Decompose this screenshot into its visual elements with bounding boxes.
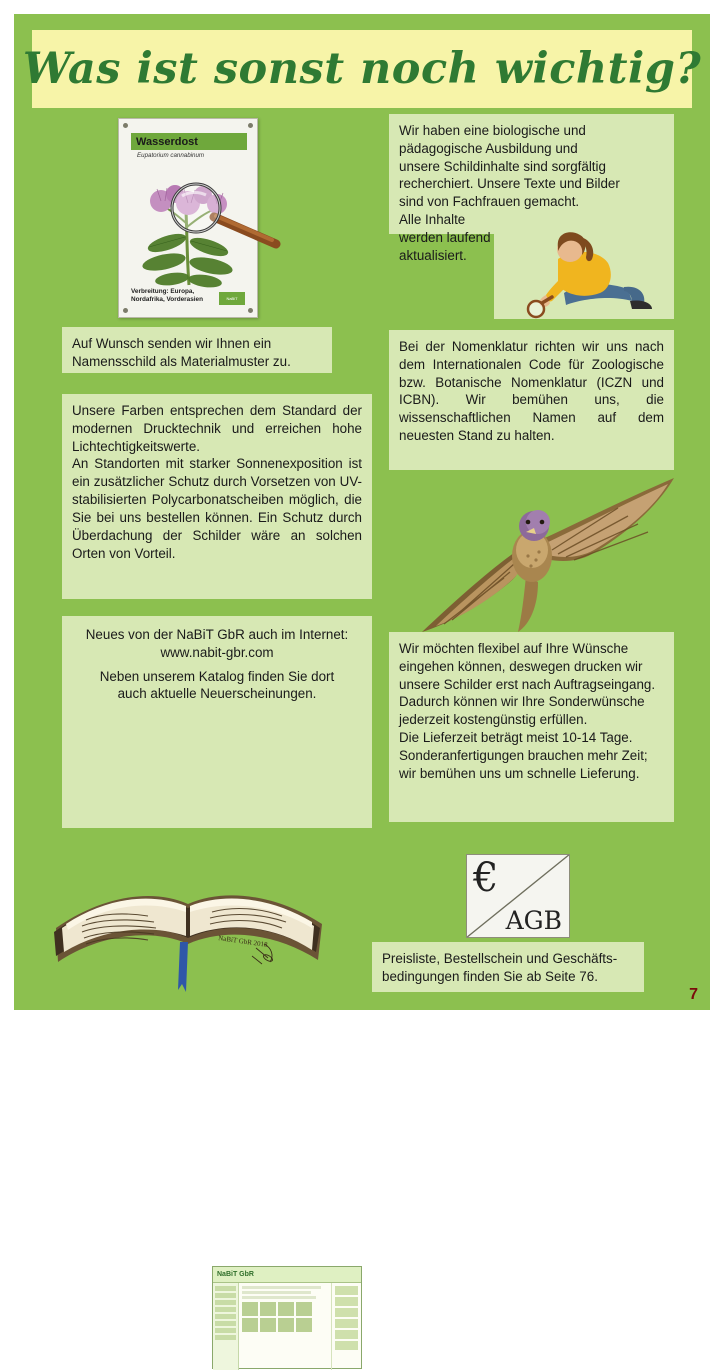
internet-footer-line1: Neben unserem Katalog finden Sie dort — [99, 668, 335, 684]
page-title-banner — [22, 30, 702, 108]
sample-sign-poster — [118, 118, 258, 318]
website-body — [213, 1283, 361, 1370]
website-logo: NaBiT GbR — [217, 1270, 254, 1278]
website-header — [213, 1267, 361, 1283]
bird-illustration — [386, 472, 686, 647]
plant-illustration — [131, 163, 247, 285]
poster-corner-screw-icon — [248, 123, 253, 128]
website-screenshot-thumbnail[interactable] — [212, 1266, 362, 1369]
open-book-illustration — [42, 832, 332, 1007]
kneeling-woman-illustration — [506, 219, 656, 319]
poster-plant-name: Wasserdost — [131, 133, 247, 150]
flexibility-and-delivery-box: Wir möchten flexibel auf Ihre Wünsche eingehen können, deswegen drucken wir unsere Schilder erst nach Auftragseingang. Dadurch können wir Ihre Sonderwünsche jederzeit kostengünstig erfüllen. Die Lieferzeit beträgt meist 10-14 Tage. Sonderanfertigungen brauchen mehr Zeit; wir bemühen uns um schnelle Lieferung. — [389, 632, 674, 822]
svg-text:NaBiT GbR 2018: NaBiT GbR 2018 — [217, 934, 269, 949]
poster-latin-name: Eupatorium cannabinum — [137, 152, 205, 159]
page-title: Was ist sonst noch wichtig? — [22, 44, 702, 94]
website-thumbnail-grid — [242, 1302, 328, 1332]
material-sample-box: Auf Wunsch senden wir Ihnen ein Namensschild als Materialmuster zu. — [62, 327, 332, 373]
website-sidebar — [331, 1283, 361, 1370]
colors-and-uv-box: Unsere Farben entsprechen dem Standard der modernen Drucktechnik und erreichen hohe Lichtechtigkeitswerte. An Standorten mit starker Sonnenexposition ist ein zusätzlicher Schutz durch Vorsetzen von UV-stabilisierten Polycarbonatscheiben möglich, die Sie bei uns bestellen können. Ein Schutz durch Überdachung der Schilder wäre an solchen Orten von Vorteil. — [62, 394, 372, 599]
pricelist-reference-box: Preisliste, Bestellschein und Geschäfts- bedingungen finden Sie ab Seite 76. — [372, 942, 644, 992]
website-url[interactable]: www.nabit-gbr.com — [160, 644, 274, 660]
website-nav — [213, 1283, 239, 1370]
poster-corner-screw-icon — [123, 123, 128, 128]
internet-footer-line2: auch aktuelle Neuerscheinungen. — [117, 686, 317, 702]
euro-symbol-icon: € — [473, 855, 499, 901]
website-main — [239, 1283, 331, 1370]
poster-corner-screw-icon — [123, 308, 128, 313]
page-number: 7 — [689, 986, 698, 1003]
page-inner — [14, 14, 710, 1278]
qualification-box: Wir haben eine biologische und pädagogische Ausbildung und unsere Schildinhalte sind sorgfältig recherchiert. Unsere Texte und Bilder sind von Fachfrauen gemacht. Alle Inhalte werden laufend aktualisiert. — [389, 114, 674, 234]
internet-headline: Neues von der NaBiT GbR auch im Internet: — [85, 627, 349, 642]
nomenclature-box: Bei der Nomenklatur richten wir uns nach dem Internationalen Code für Zoologische bzw. Botanische Nomenklatur (ICZN und ICBN). Wir bemühen uns, die wissenschaftlichen Namen auf dem neuesten Stand zu halten. — [389, 330, 674, 470]
agb-badge — [466, 854, 570, 938]
poster-distribution: Verbreitung: Europa, Nordafrika, Vorderasien — [131, 288, 203, 303]
agb-label: AGB — [505, 906, 562, 935]
poster-corner-screw-icon — [248, 308, 253, 313]
poster-logo: NaBiT — [219, 292, 245, 305]
